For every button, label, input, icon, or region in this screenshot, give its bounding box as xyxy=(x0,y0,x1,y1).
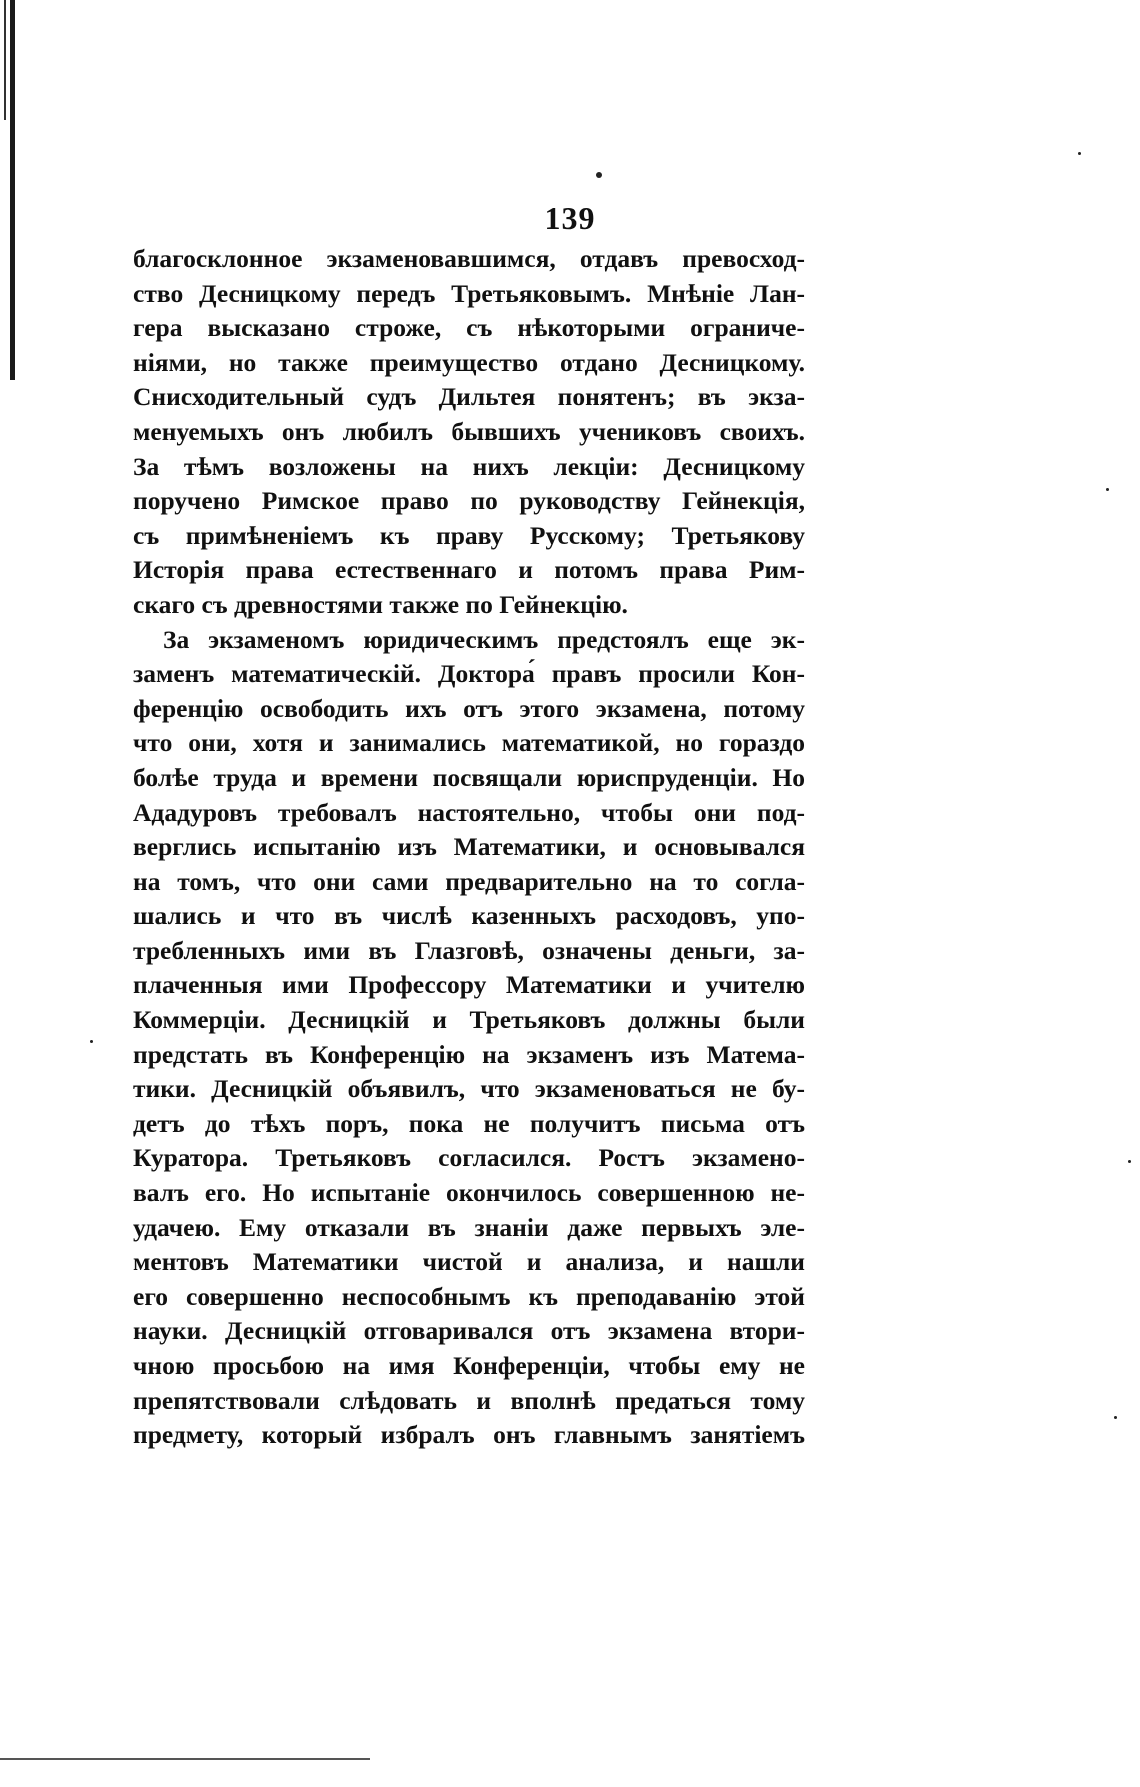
text-line: ментовъ Математики чистой и анализа, и нашли xyxy=(133,1247,805,1277)
scan-speck xyxy=(1128,1160,1131,1163)
text-line: Коммерціи. Десницкій и Третьяковъ должны были xyxy=(133,1005,805,1035)
scan-speck xyxy=(90,1040,93,1043)
scan-speck xyxy=(1114,1416,1117,1419)
text-line: болѣе труда и времени посвящали юриспруденціи. Но xyxy=(133,762,805,792)
scan-speck xyxy=(1106,488,1109,491)
scan-edge-mark xyxy=(4,0,6,120)
paragraph xyxy=(133,242,805,623)
text-line: съ примѣненіемъ къ праву Русскому; Третьякову xyxy=(133,520,805,550)
text-line: на томъ, что они сами предварительно на то согла- xyxy=(133,866,805,896)
text-line: чною просьбою на имя Конференціи, чтобы ему не xyxy=(133,1351,805,1380)
text-line: За экзаменомъ юридическимъ предстоялъ еще эк- xyxy=(163,624,805,654)
text-line: плаченныя ими Профессору Математики и учителю xyxy=(133,970,805,1000)
text-line: предмету, который избралъ онъ главнымъ занятіемъ xyxy=(133,1420,805,1450)
page-body-text xyxy=(133,242,805,1453)
page-number: 139 xyxy=(544,200,596,236)
text-line: заменъ математическій. Доктора́ правъ просили Кон- xyxy=(133,659,805,689)
text-line: верглись испытанію изъ Математики, и основывался xyxy=(133,832,805,862)
text-line: благосклонное экзаменовавшимся, отдавъ превосход- xyxy=(133,244,805,273)
paragraph xyxy=(133,623,805,1453)
scan-bottom-line xyxy=(0,1758,370,1760)
text-line: его совершенно неспособнымъ къ преподаванію этой xyxy=(133,1281,805,1311)
text-line: требленныхъ ими въ Глазговѣ, означены деньги, за- xyxy=(133,935,805,965)
text-line: скаго съ древностями также по Гейнекцію. xyxy=(133,589,628,619)
text-line: За тѣмъ возложены на нихъ лекціи: Десницкому xyxy=(133,451,805,481)
text-line: ференцію освободить ихъ отъ этого экзамена, потому xyxy=(133,693,805,723)
text-line: Снисходительный судъ Дильтея понятенъ; въ экза- xyxy=(133,382,805,412)
text-line: удачею. Ему отказали въ знаніи даже первыхъ эле- xyxy=(133,1212,805,1242)
text-line: гера высказано строже, съ нѣкоторыми ограниче- xyxy=(133,313,805,343)
text-line: Куратора. Третьяковъ согласился. Ростъ экзамено- xyxy=(133,1143,805,1173)
text-line: препятствовали слѣдовать и вполнѣ предаться тому xyxy=(133,1385,805,1415)
scan-binding-shadow xyxy=(10,0,15,380)
text-line: предстать въ Конференцію на экзаменъ изъ Матема- xyxy=(133,1039,805,1069)
text-line: что они, хотя и занимались математикой, но гораздо xyxy=(133,728,805,758)
text-line: науки. Десницкій отговаривался отъ экзамена втори- xyxy=(133,1316,805,1346)
text-line: ство Десницкому передъ Третьяковымъ. Мнѣніе Лан- xyxy=(133,278,805,308)
text-line: менуемыхъ онъ любилъ бывшихъ учениковъ своихъ. xyxy=(133,416,805,446)
scan-speck xyxy=(1078,152,1081,155)
text-line: шались и что въ числѣ казенныхъ расходовъ, упо- xyxy=(133,901,805,931)
text-line: тики. Десницкій объявилъ, что экзаменоваться не бу- xyxy=(133,1074,805,1104)
text-line: Ададуровъ требовалъ настоятельно, чтобы они под- xyxy=(133,797,805,827)
text-line: Исторія права естественнаго и потомъ права Рим- xyxy=(133,555,805,585)
text-line: валъ его. Но испытаніе окончилось совершенною не- xyxy=(133,1178,805,1208)
text-line: ніями, но также преимущество отдано Десницкому. xyxy=(133,347,805,377)
text-line: поручено Римское право по руководству Гейнекція, xyxy=(133,486,805,516)
text-line: детъ до тѣхъ поръ, пока не получитъ письма отъ xyxy=(133,1108,805,1138)
scan-speck xyxy=(596,172,602,178)
